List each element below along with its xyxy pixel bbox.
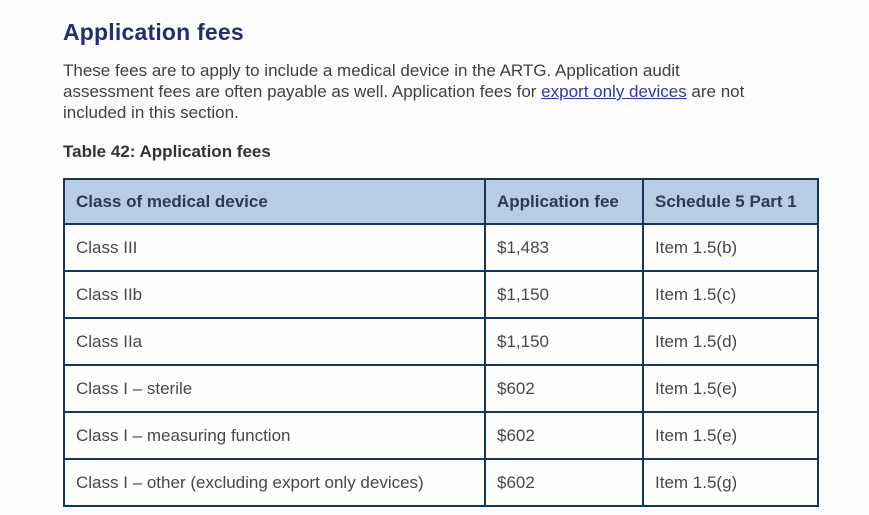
cell-device-class: Class III [64, 224, 485, 271]
column-header-schedule-5-part-1: Schedule 5 Part 1 [643, 179, 818, 224]
intro-text-line3: included in this section. [63, 103, 239, 122]
cell-application-fee: $1,150 [485, 271, 643, 318]
cell-device-class: Class I – other (excluding export only devices) [64, 459, 485, 506]
cell-application-fee: $602 [485, 365, 643, 412]
table-row [64, 318, 818, 365]
cell-device-class: Class IIb [64, 271, 485, 318]
intro-text-line1: These fees are to apply to include a medical device in the ARTG. Application audit [63, 61, 680, 80]
column-header-class-of-medical-device: Class of medical device [64, 179, 485, 224]
table-row [64, 224, 818, 271]
cell-application-fee: $1,483 [485, 224, 643, 271]
cell-schedule-item: Item 1.5(c) [643, 271, 818, 318]
cell-schedule-item: Item 1.5(g) [643, 459, 818, 506]
intro-text-line2-before-link: assessment fees are often payable as well. Application fees for [63, 82, 542, 101]
table-row [64, 365, 818, 412]
intro-paragraph [63, 60, 869, 123]
cell-schedule-item: Item 1.5(e) [643, 365, 818, 412]
page-title: Application fees [63, 19, 244, 45]
table-row [64, 412, 818, 459]
export-only-devices-link[interactable]: export only devices [541, 82, 687, 101]
cell-device-class: Class IIa [64, 318, 485, 365]
table-row [64, 271, 818, 318]
table-caption: Table 42: Application fees [63, 142, 271, 161]
cell-device-class: Class I – sterile [64, 365, 485, 412]
intro-text-line2-after-link: are not [686, 82, 745, 101]
cell-application-fee: $1,150 [485, 318, 643, 365]
application-fees-table [63, 178, 819, 507]
cell-application-fee: $602 [485, 412, 643, 459]
table-header-row [64, 179, 818, 224]
cell-device-class: Class I – measuring function [64, 412, 485, 459]
cell-application-fee: $602 [485, 459, 643, 506]
cell-schedule-item: Item 1.5(e) [643, 412, 818, 459]
cell-schedule-item: Item 1.5(b) [643, 224, 818, 271]
column-header-application-fee: Application fee [485, 179, 643, 224]
cell-schedule-item: Item 1.5(d) [643, 318, 818, 365]
table-row [64, 459, 818, 506]
